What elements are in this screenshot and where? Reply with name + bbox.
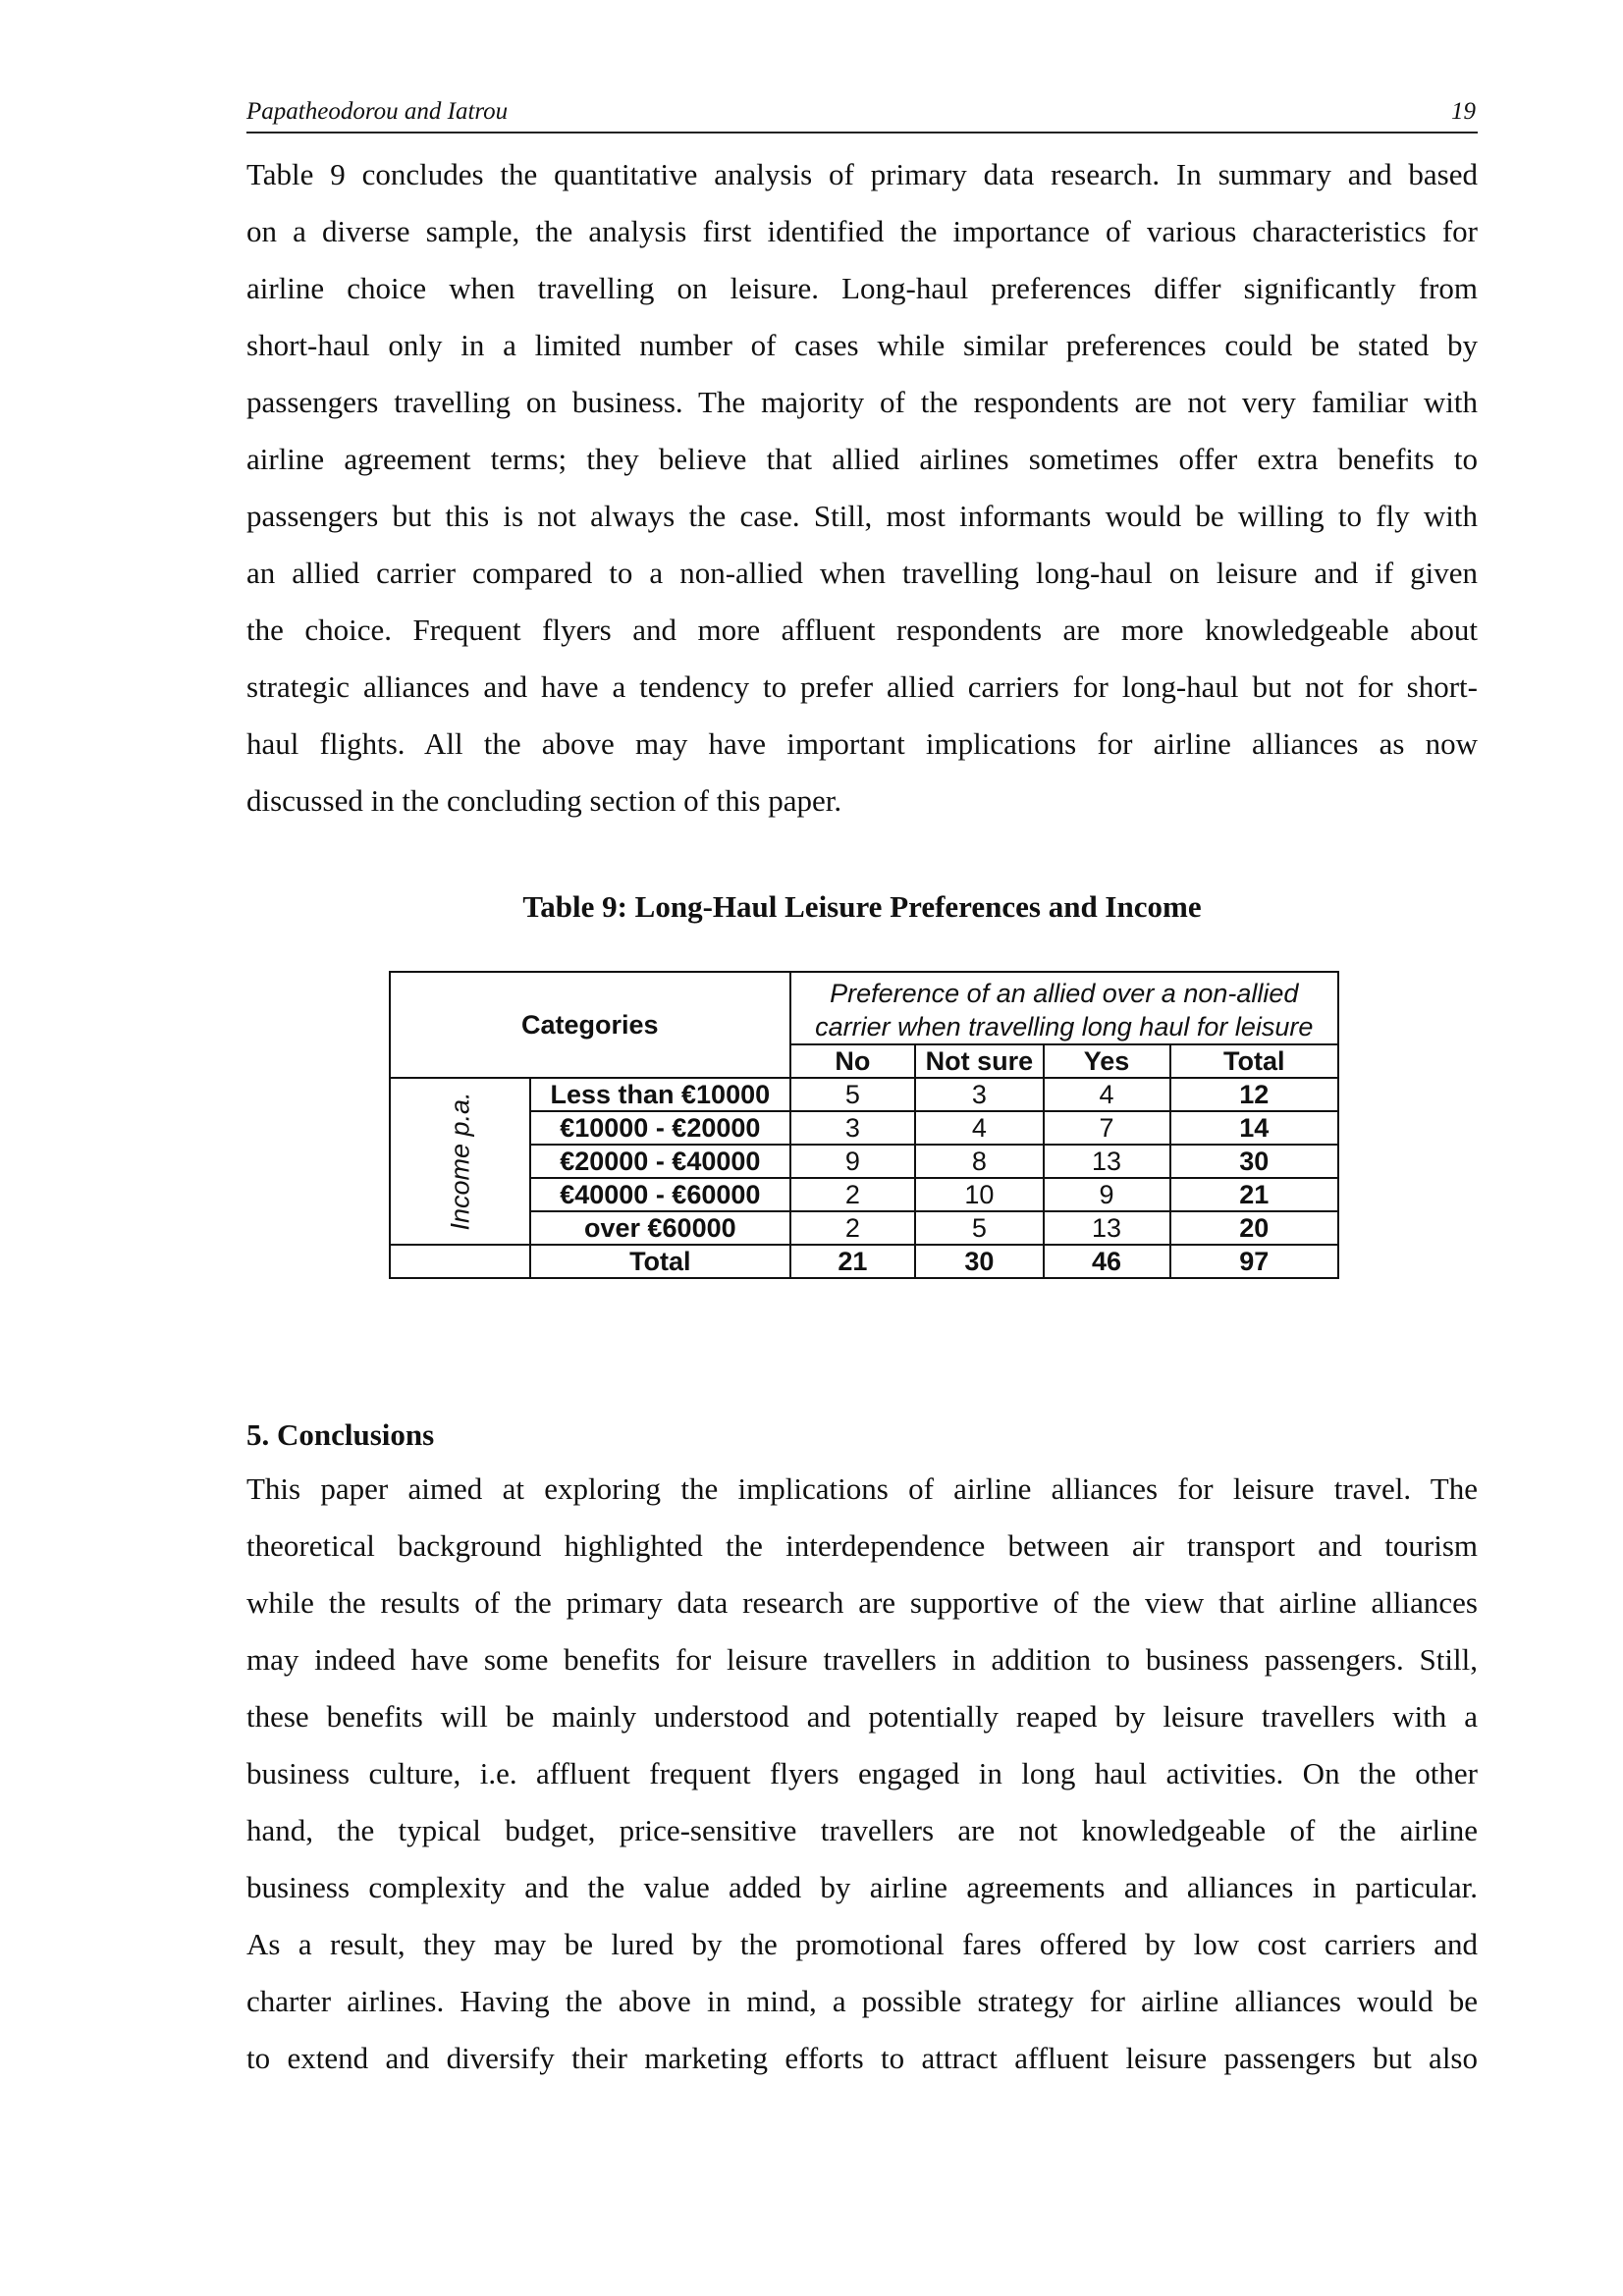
cell-yes: 46 — [1044, 1245, 1170, 1278]
preference-header: Preference of an allied over a non-allied carrier when travelling long haul for leisure — [790, 972, 1338, 1044]
paragraph-line: may indeed have some benefits for leisure travellers in addition to business passengers. Still, — [246, 1642, 1478, 1677]
categories-header: Categories — [390, 972, 790, 1078]
cell-total: 14 — [1170, 1111, 1338, 1145]
intro-paragraph — [246, 146, 1478, 829]
paragraph-line: on a diverse sample, the analysis first identified the importance of various characteristics for — [246, 214, 1478, 248]
cell-total: 20 — [1170, 1211, 1338, 1245]
empty-cell — [390, 1245, 530, 1278]
row-group-cell — [390, 1078, 530, 1245]
column-header-total: Total — [1170, 1044, 1338, 1078]
paragraph-line: theoretical background highlighted the interdependence between air transport and tourism — [246, 1528, 1478, 1563]
cell-yes: 13 — [1044, 1211, 1170, 1245]
column-header-no: No — [790, 1044, 916, 1078]
paragraph-line: strategic alliances and have a tendency to prefer allied carriers for long-haul but not for short- — [246, 669, 1478, 704]
table-caption: Table 9: Long-Haul Leisure Preferences and Income — [522, 889, 1202, 924]
paragraph-line: This paper aimed at exploring the implications of airline alliances for leisure travel. The — [246, 1471, 1478, 1506]
column-header-not-sure: Not sure — [915, 1044, 1043, 1078]
paragraph-line: the choice. Frequent flyers and more affluent respondents are more knowledgeable about — [246, 613, 1478, 647]
cell-not-sure: 10 — [915, 1178, 1043, 1211]
cell-yes: 9 — [1044, 1178, 1170, 1211]
cell-no: 2 — [790, 1178, 916, 1211]
income-preference-table — [389, 971, 1339, 1279]
cell-total: 12 — [1170, 1078, 1338, 1111]
page-number: 19 — [1451, 98, 1476, 125]
paragraph-line: haul flights. All the above may have important implications for airline alliances as now — [246, 726, 1478, 761]
paragraph-line: passengers travelling on business. The majority of the respondents are not very familiar with — [246, 385, 1478, 419]
total-row-label: Total — [530, 1245, 789, 1278]
table-total-row — [390, 1245, 1338, 1278]
paragraph-line: business culture, i.e. affluent frequent flyers engaged in long haul activities. On the other — [246, 1756, 1478, 1790]
paragraph-line: airline agreement terms; they believe that allied airlines sometimes offer extra benefits to — [246, 442, 1478, 476]
cell-no: 2 — [790, 1211, 916, 1245]
paragraph-line: an allied carrier compared to a non-allied when travelling long-haul on leisure and if given — [246, 556, 1478, 590]
paragraph-line: Table 9 concludes the quantitative analysis of primary data research. In summary and based — [246, 157, 1478, 191]
section-heading: 5. Conclusions — [246, 1417, 435, 1452]
cell-total: 30 — [1170, 1145, 1338, 1178]
conclusions-paragraph — [246, 1461, 1478, 2087]
table-header-row — [390, 972, 1338, 1044]
cell-not-sure: 30 — [915, 1245, 1043, 1278]
paragraph-line: hand, the typical budget, price-sensitive travellers are not knowledgeable of the airline — [246, 1813, 1478, 1847]
table-row — [390, 1111, 1338, 1145]
row-category: over €60000 — [530, 1211, 789, 1245]
cell-not-sure: 5 — [915, 1211, 1043, 1245]
cell-not-sure: 3 — [915, 1078, 1043, 1111]
cell-no: 3 — [790, 1111, 916, 1145]
row-category: €10000 - €20000 — [530, 1111, 789, 1145]
cell-not-sure: 4 — [915, 1111, 1043, 1145]
paragraph-line: charter airlines. Having the above in mind, a possible strategy for airline alliances would be — [246, 1984, 1478, 2018]
row-category: €20000 - €40000 — [530, 1145, 789, 1178]
table-row — [390, 1145, 1338, 1178]
cell-not-sure: 8 — [915, 1145, 1043, 1178]
paragraph-line: business complexity and the value added by airline agreements and alliances in particular. — [246, 1870, 1478, 1904]
cell-total: 97 — [1170, 1245, 1338, 1278]
running-header — [246, 94, 1478, 133]
cell-yes: 7 — [1044, 1111, 1170, 1145]
paragraph-line: passengers but this is not always the case. Still, most informants would be willing to fly with — [246, 499, 1478, 533]
cell-total: 21 — [1170, 1178, 1338, 1211]
row-category: Less than €10000 — [530, 1078, 789, 1111]
header-authors: Papatheodorou and Iatrou — [246, 98, 509, 125]
table-row — [390, 1078, 1338, 1111]
row-category: €40000 - €60000 — [530, 1178, 789, 1211]
cell-yes: 4 — [1044, 1078, 1170, 1111]
paragraph-line: these benefits will be mainly understood and potentially reaped by leisure travellers with a — [246, 1699, 1478, 1734]
paragraph-line: As a result, they may be lured by the promotional fares offered by low cost carriers and — [246, 1927, 1478, 1961]
paragraph-line: to extend and diversify their marketing efforts to attract affluent leisure passengers but also — [246, 2041, 1478, 2075]
column-header-yes: Yes — [1044, 1044, 1170, 1078]
row-group-label: Income p.a. — [445, 1092, 475, 1231]
cell-no: 21 — [790, 1245, 916, 1278]
paragraph-line: short-haul only in a limited number of cases while similar preferences could be stated by — [246, 328, 1478, 362]
paragraph-line: while the results of the primary data research are supportive of the view that airline alliances — [246, 1585, 1478, 1620]
paragraph-line: airline choice when travelling on leisure. Long-haul preferences differ significantly from — [246, 271, 1478, 305]
paragraph-line: discussed in the concluding section of this paper. — [246, 783, 842, 818]
cell-no: 5 — [790, 1078, 916, 1111]
cell-yes: 13 — [1044, 1145, 1170, 1178]
table-row — [390, 1178, 1338, 1211]
cell-no: 9 — [790, 1145, 916, 1178]
table-row — [390, 1211, 1338, 1245]
